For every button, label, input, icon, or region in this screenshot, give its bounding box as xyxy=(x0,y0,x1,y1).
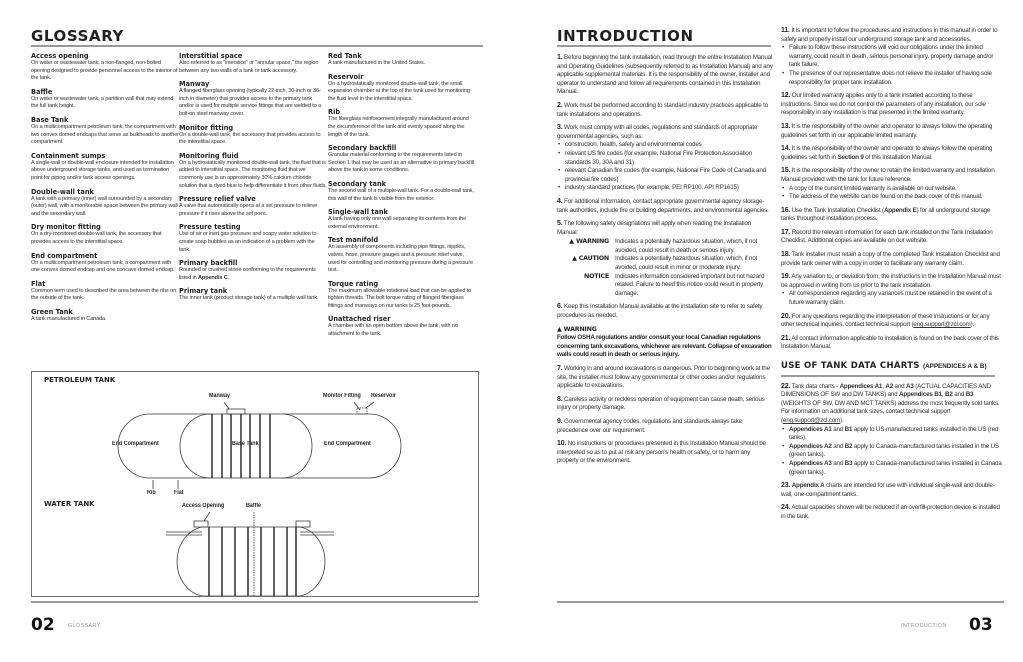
codes-list xyxy=(557,141,773,193)
glossary-term: Torque rating xyxy=(328,279,379,288)
glossary-entry xyxy=(31,52,179,83)
glossary-term: Pressure relief valve xyxy=(179,195,256,204)
paragraph-22: 22. Tank data charts - Appendices A1, A2 and A3 (ACTUAL CAPACITIES AND DIMENSIONS OF SW and DW TANKS) and Appendices B1, B2 and B3 (WEIGHTS OF SW, DW AND MCT TANKS) address the most frequently sold tanks. For information on additional tank sizes, contact technical support (eng.support@zcl.com). • Appendices A1 and B1 apply to US-manufactured tanks installed in the US (red tanks). • Appendices A2 and B2 apply to Canada-manufactured tanks installed in the US (green tanks). • Appendices A3 and B3 apply to Canada-manufactured tanks installed in Canada (green tanks). xyxy=(781,383,1003,478)
glossary-definition: A tank manufactured in the United States. xyxy=(328,60,426,66)
glossary-definition: A tank having only one wall separating its contents from the external environment. xyxy=(328,216,467,230)
glossary-entry xyxy=(328,315,476,338)
paragraph-12: 12. Our limited warranty applies only to a tank installed according to these instructions. Since we do not control the parameters of any installation, our sole responsibility in any installation is that presented in the limited warranty. xyxy=(781,92,986,117)
glossary-definition: On a dry-monitored double-wall tank, the accessory that provides access to the interstitial space. xyxy=(31,231,162,245)
paragraph-23: 23. Appendix A charts are intended for use with individual single-wall and double-wall, one-compartment tanks. xyxy=(781,482,995,498)
page-title: INTRODUCTION xyxy=(557,27,694,45)
footer-section-label: INTRODUCTION xyxy=(901,623,947,629)
list-item: • construction, health, safety and environmental codes xyxy=(565,141,773,150)
glossary-definition: Common term used to described the area between the ribs on the outside of the tank. xyxy=(31,287,176,302)
base-tank-left-cap xyxy=(180,414,210,478)
label-baffle: Baffle xyxy=(246,503,262,509)
glossary-definition: A valve that automatically opens at a set pressure to relieve pressure if it rises above the set point. xyxy=(179,203,318,217)
glossary-term: Monitoring fluid xyxy=(179,151,239,160)
paragraph-3: 3. Work must comply with all codes, regulations and standards of appropriate governmental agencies, such as: • construction, health, safety and environmental codes • relevant US fire codes (for example, National Fire Protection Association standards 30, 30A and 31) • relevant Canadian fire codes (for example, National Fire Code of Canada and provincial fire codes) • industry standard practices (for example, PEI RP100, API RP1615) xyxy=(557,124,773,193)
label-end-compartment-left: End Compartment xyxy=(112,441,159,447)
paragraph-11: 11. It is important to follow the procedures and instructions in this manual in order to safely and properly install our underground storage tank and accessories. • Failure to follow these instructions will void our obligations under the limited warranty, could result in death, serious personal injury, property damage and/or tank failure. • The presence of our representative does not relieve the installer of having sole responsibility for proper tank installation. xyxy=(781,27,1003,87)
glossary-entry xyxy=(31,308,179,324)
paragraph-2: 2. Work must be performed according to standard industry practices applicable to tank installations and operations. xyxy=(557,101,768,118)
glossary-term: Primary tank xyxy=(179,287,228,296)
water-tank-title: WATER TANK xyxy=(44,500,95,508)
glossary-definition: On a double-wall tank, the accessory that provides access to the interstitial space. xyxy=(179,131,321,146)
glossary-definition: Also referred to as "interstice" or "annular space," the region between any two walls of a tank or tank accessory. xyxy=(179,60,319,74)
glossary-entry xyxy=(328,108,476,139)
glossary-term: Dry monitor fitting xyxy=(31,223,101,232)
paragraph-5: 5. The following safety designations will apply when reading the Installation Manual: xyxy=(557,220,752,236)
paragraph-4: 4. For additional information, contact appropriate governmental agency storage-tank authorities, include fire or building departments, and environmental agencies. xyxy=(557,197,769,214)
title-rule xyxy=(31,45,483,47)
glossary-definition: The second wall of a multiple-wall tank. For a double-wall tank, this wall of the tank is visible from the exterior. xyxy=(328,187,474,202)
glossary-entry xyxy=(328,73,476,104)
glossary-definition: A tank with a primary (inner) wall surrounded by a secondary (outer) wall, with a monitorable space between the primary wall and the secondary wall. xyxy=(31,195,178,217)
manway-shape xyxy=(227,409,245,414)
page-number: 03 xyxy=(969,615,993,635)
list-item: • The address of the website can be found on the back cover of this manual. xyxy=(789,193,1003,202)
paragraph-14: 14. It is the responsibility of the owner and operator to always follow the operating guidelines set forth in Section 9 of this Installation Manual. xyxy=(781,145,993,161)
glossary-definition: An assembly of components including pipe fittings, nipples, valves, hose, pressure gauges and a pressure relief valve, used for controlling and monitoring pressure during a pressure test. xyxy=(328,244,473,274)
glossary-term: Baffle xyxy=(31,87,53,96)
glossary-entry xyxy=(179,259,327,282)
website-list xyxy=(781,185,1003,202)
glossary-definition: A chamber with an open bottom above the tank, with no attachment to the tank. xyxy=(328,323,458,338)
list-item: • Appendices A3 and B3 apply to Canada-manufactured tanks installed in Canada (green tanks). xyxy=(789,460,1003,477)
glossary-term: Flat xyxy=(31,279,46,288)
glossary-definition: On a multicompartment petroleum tank, a compartment with one convex domed endcap and one concave domed endcap. xyxy=(31,259,175,274)
paragraph-15: 15. It is the responsibility of the owner to retain the limited warranty and Installation Manual provided with the tank for future reference. • A copy of the current limited warranty is available on our website. • The address of the website can be found on the back cover of this manual. xyxy=(781,167,1003,201)
paragraph-20: 20. For any questions regarding the interpretation of these instructions or for any other technical inquiries, contact technical support (eng.support@zcl.com). xyxy=(781,312,990,329)
paragraph-19: 19. Any variation to, or deviation from, the instructions in the Installation Manual must be approved in writing from us prior to the tank installation. • All correspondence regarding any variances must be retained in the event of a future warranty claim. xyxy=(781,273,1003,307)
paragraph-13: 13. It is the responsibility of the owner and operator to always follow the operating guidelines set forth in our applicable limited warranty. xyxy=(781,122,993,139)
designation-notice: NOTICE Indicates information considered important but not hazard related. Failure to heed this notice could result in property damage. xyxy=(584,272,765,297)
glossary-entry xyxy=(179,195,327,218)
paragraph-1: 1. Before beginning the tank installation, read through the entire Installation Manual and Operating Guidelines (subsequently referred to as Installation Manual) and any applicable supplemental materials. It is the responsibility of the owner, installer and operator to understand and follow all requirements contained in this Installation Manual. xyxy=(557,54,773,96)
subsection-title: USE OF TANK DATA CHARTS (APPENDICES A & B) xyxy=(781,361,987,371)
intro-column-2 xyxy=(781,27,1003,527)
glossary-term: Manway xyxy=(179,80,210,89)
paragraph-6: 6. Keep this Installation Manual available at the installation site to refer to safety procedures as needed. xyxy=(557,303,763,320)
glossary-definition: On water or wastewater tank, a non-flanged, non-bolted opening designed to provide personnel access to the interior of the tank. xyxy=(31,60,178,82)
glossary-entry xyxy=(328,280,476,311)
glossary-definition: On a hydrostatically monitored double-wall tank, the fluid that is added to interstitial space. The monitoring fluid that we commonly use is an approximately 30% calcium chloride solution that is dyed blue to help differentiate it from other fluids. xyxy=(179,159,327,189)
glossary-term: Interstitial space xyxy=(179,52,243,60)
glossary-term: Secondary tank xyxy=(328,179,387,188)
label-rib: Rib xyxy=(147,490,156,496)
glossary-column-1 xyxy=(31,52,179,328)
paragraph-21: 21. All contact information applicable to installation is found on the back cover of this Installation Manual. xyxy=(781,334,999,351)
petroleum-tank-title: PETROLEUM TANK xyxy=(44,376,116,384)
paragraph-7: 7. Working in and around excavations is dangerous. Prior to beginning work at the site, the installer must follow any governmental or other codes and/or regulations applicable to excavations. xyxy=(557,365,770,390)
paragraph-9: 9. Governmental agency codes, regulations and standards always take precedence over our requirement. xyxy=(557,417,742,434)
variance-list xyxy=(781,290,1003,307)
warranty-list xyxy=(781,44,1003,87)
page-number: 02 xyxy=(31,615,55,635)
glossary-definition: Rounded or crushed stone conforming to the requirements listed in Appendix C. xyxy=(179,267,316,281)
glossary-term: End compartment xyxy=(31,251,98,260)
glossary-definition: A single-wall or double-wall enclosure intended for installation above underground storage tanks, and used as termination point for piping and/or tank access openings. xyxy=(31,159,174,181)
footer-section-label: GLOSSARY xyxy=(68,623,101,629)
list-item: • industry standard practices (for example, PEI RP100, API RP1615) xyxy=(565,184,773,193)
footer-rule xyxy=(557,601,1004,603)
introduction-page xyxy=(511,0,1023,662)
paragraph-17: 17. Record the relevant information for each tank installed on the Tank Installation Checklist. Additional copies are available on our website. xyxy=(781,228,993,245)
glossary-term: Rib xyxy=(328,108,341,117)
list-item: • A copy of the current limited warranty is available on our website. xyxy=(789,185,1003,194)
paragraph-8: 8. Careless activity or reckless operation of equipment can cause death, serious injury or property damage. xyxy=(557,395,765,412)
glossary-term: Single-wall tank xyxy=(328,208,388,217)
list-item: • All correspondence regarding any variances must be retained in the event of a future warranty claim. xyxy=(789,290,1003,307)
glossary-entry xyxy=(179,223,327,254)
glossary-definition: Granular material conforming to the requirements listed in Section 1 that may be used as an alternative to primary backfill above the tank in some conditions. xyxy=(328,152,474,174)
label-manway: Manway xyxy=(209,393,231,399)
paragraph-10: 10. No instructions or procedures presented in this Installation Manual should be interpreted so as to put at risk any person's health or safety, or to harm any property or the environment. xyxy=(557,440,766,465)
glossary-term: Reservoir xyxy=(328,72,364,81)
list-item: • Failure to follow these instructions will void our obligations under the limited warranty, could result in death, serious personal injury, property damage and/or tank failure. xyxy=(789,44,1003,70)
glossary-term: Unattached riser xyxy=(328,315,391,324)
safety-designations xyxy=(557,238,773,298)
tank-diagram xyxy=(31,371,479,597)
glossary-term: Double-wall tank xyxy=(31,187,94,196)
footer-rule xyxy=(31,601,478,603)
glossary-entry xyxy=(328,208,476,231)
excavation-warning: ▲ WARNING Follow OSHA regulations and/or consult your local Canadian regulations concerning tank excavations, whichever are relevant. Collapse of excavation walls could result in death or serious injury. xyxy=(557,325,772,359)
glossary-entry xyxy=(328,236,476,274)
glossary-entry xyxy=(179,152,327,190)
glossary-entry xyxy=(31,223,179,246)
title-rule xyxy=(557,45,771,47)
glossary-column-3 xyxy=(328,52,476,344)
glossary-entry xyxy=(328,144,476,175)
glossary-entry xyxy=(31,88,179,111)
appendix-list xyxy=(781,426,1003,478)
glossary-entry xyxy=(31,252,179,275)
glossary-definition: The maximum allowable rotational load that can be applied to tighten threads. The bolt torque rating of flanged fiberglass fittings and manways on our tanks is 25 foot-pounds. xyxy=(328,287,472,309)
support-email-link[interactable]: eng.support@zcl.com xyxy=(913,321,971,329)
glossary-entry xyxy=(179,80,327,118)
paragraph-18: 18. Tank installer must retain a copy of the completed Tank Installation Checklist and provide tank owner with a copy in order to facilitate any warranty claim. xyxy=(781,251,1000,267)
glossary-entry xyxy=(31,280,179,303)
label-base-tank: Base Tank xyxy=(232,441,259,447)
label-reservoir: Reservoir xyxy=(371,393,396,399)
glossary-term: Base Tank xyxy=(31,115,69,124)
glossary-term: Containment sumps xyxy=(31,151,106,160)
support-email-link[interactable]: eng.support@zcl.com xyxy=(782,416,841,424)
glossary-column-2 xyxy=(179,52,327,308)
glossary-term: Red Tank xyxy=(328,52,362,60)
page-title: GLOSSARY xyxy=(31,27,125,45)
glossary-entry xyxy=(179,287,327,303)
warning-triangle-icon: ▲ xyxy=(557,325,562,333)
glossary-term: Pressure testing xyxy=(179,223,241,232)
glossary-term: Monitor fitting xyxy=(179,123,234,132)
glossary-entry xyxy=(179,124,327,147)
base-tank-right-cap xyxy=(282,414,312,478)
access-opening-right xyxy=(296,521,310,527)
glossary-definition: A tank manufactured in Canada. xyxy=(31,315,107,322)
glossary-entry xyxy=(179,52,327,75)
glossary-term: Test manifold xyxy=(328,236,379,245)
warning-triangle-icon: ▲ xyxy=(572,255,577,263)
list-item: • Appendices A1 and B1 apply to US-manufactured tanks installed in the US (red tanks). xyxy=(789,426,1003,443)
glossary-definition: The inner tank (product storage tank) of a multiple wall tank. xyxy=(179,295,319,302)
glossary-definition: A flanged fiberglass opening (typically 22-inch, 30-inch or 36-inch in diameter) that provides access to the primary tank and/or is used for multiple service fittings that are welded to a bolt-on steel manway cover. xyxy=(179,88,321,117)
glossary-entry xyxy=(31,188,179,219)
glossary-page xyxy=(0,0,511,662)
glossary-entry xyxy=(31,116,179,147)
paragraph-24: 24. Actual capacities shown will be reduced if an overfill-protection device is installed in the tank. xyxy=(781,504,1000,520)
glossary-term: Primary backfill xyxy=(179,259,238,268)
glossary-definition: On water or wastewater tank, a partition wall that may extend the full tank height. xyxy=(31,95,174,110)
label-monitor-fitting: Monitor Fitting xyxy=(323,393,361,399)
glossary-definition: On a hydrostatically monitored double-wall tank, the small expansion chamber at the top of the tank used for monitoring the fluid level in the interstitial space. xyxy=(328,80,470,102)
label-flat: Flat xyxy=(174,490,184,496)
glossary-entry xyxy=(328,52,476,68)
glossary-definition: Use of air or inert gas pressure and soapy water solution to create soap bubbles as an indication of a problem with the tank. xyxy=(179,231,317,253)
glossary-entry xyxy=(31,152,179,183)
label-access-opening: Access Opening xyxy=(182,503,225,509)
list-item: • relevant US fire codes (for example, National Fire Protection Association standards 30, 30A and 31) xyxy=(565,150,773,167)
tank-illustration xyxy=(32,372,478,596)
glossary-term: Secondary backfill xyxy=(328,144,397,153)
glossary-term: Access opening xyxy=(31,52,89,60)
list-item: • relevant Canadian fire codes (for example, National Fire Code of Canada and provincial fire codes) xyxy=(565,167,773,184)
designation-caution: ▲ CAUTION Indicates a potentially hazardous situation, which, if not avoided, could result in minor or moderate injury. xyxy=(572,255,758,272)
access-opening-left xyxy=(194,521,208,527)
label-end-compartment-right: End Compartment xyxy=(324,441,371,447)
glossary-term: Green Tank xyxy=(31,307,73,316)
glossary-definition: The fiberglass reinforcement integrally manufactured around the circumference of the tank and evenly spaced along the length of the tank. xyxy=(328,116,469,138)
subsection-rule xyxy=(781,375,995,377)
list-item: • Appendices A2 and B2 apply to Canada-manufactured tanks installed in the US (green tanks). xyxy=(789,443,1003,460)
designation-warning: ▲ WARNING Indicates a potentially hazardous situation, which, if not avoided, could result in death or serious injury. xyxy=(569,238,758,254)
list-item: • The presence of our representative does not relieve the installer of having sole responsibility for proper tank installation. xyxy=(789,70,1003,87)
paragraph-16: 16. Use the Tank Installation Checklist (Appendix E) for all underground storage tanks throughout installation process. xyxy=(781,206,991,223)
intro-column-1 xyxy=(557,54,773,471)
warning-triangle-icon: ▲ xyxy=(569,238,574,246)
glossary-definition: On a multicompartment petroleum tank, the compartment with two convex domed endcaps that serve as bulkheads to another compartment. xyxy=(31,123,179,146)
glossary-entry xyxy=(328,180,476,203)
reservoir-shape xyxy=(357,408,367,414)
water-tank-outline xyxy=(177,527,325,596)
